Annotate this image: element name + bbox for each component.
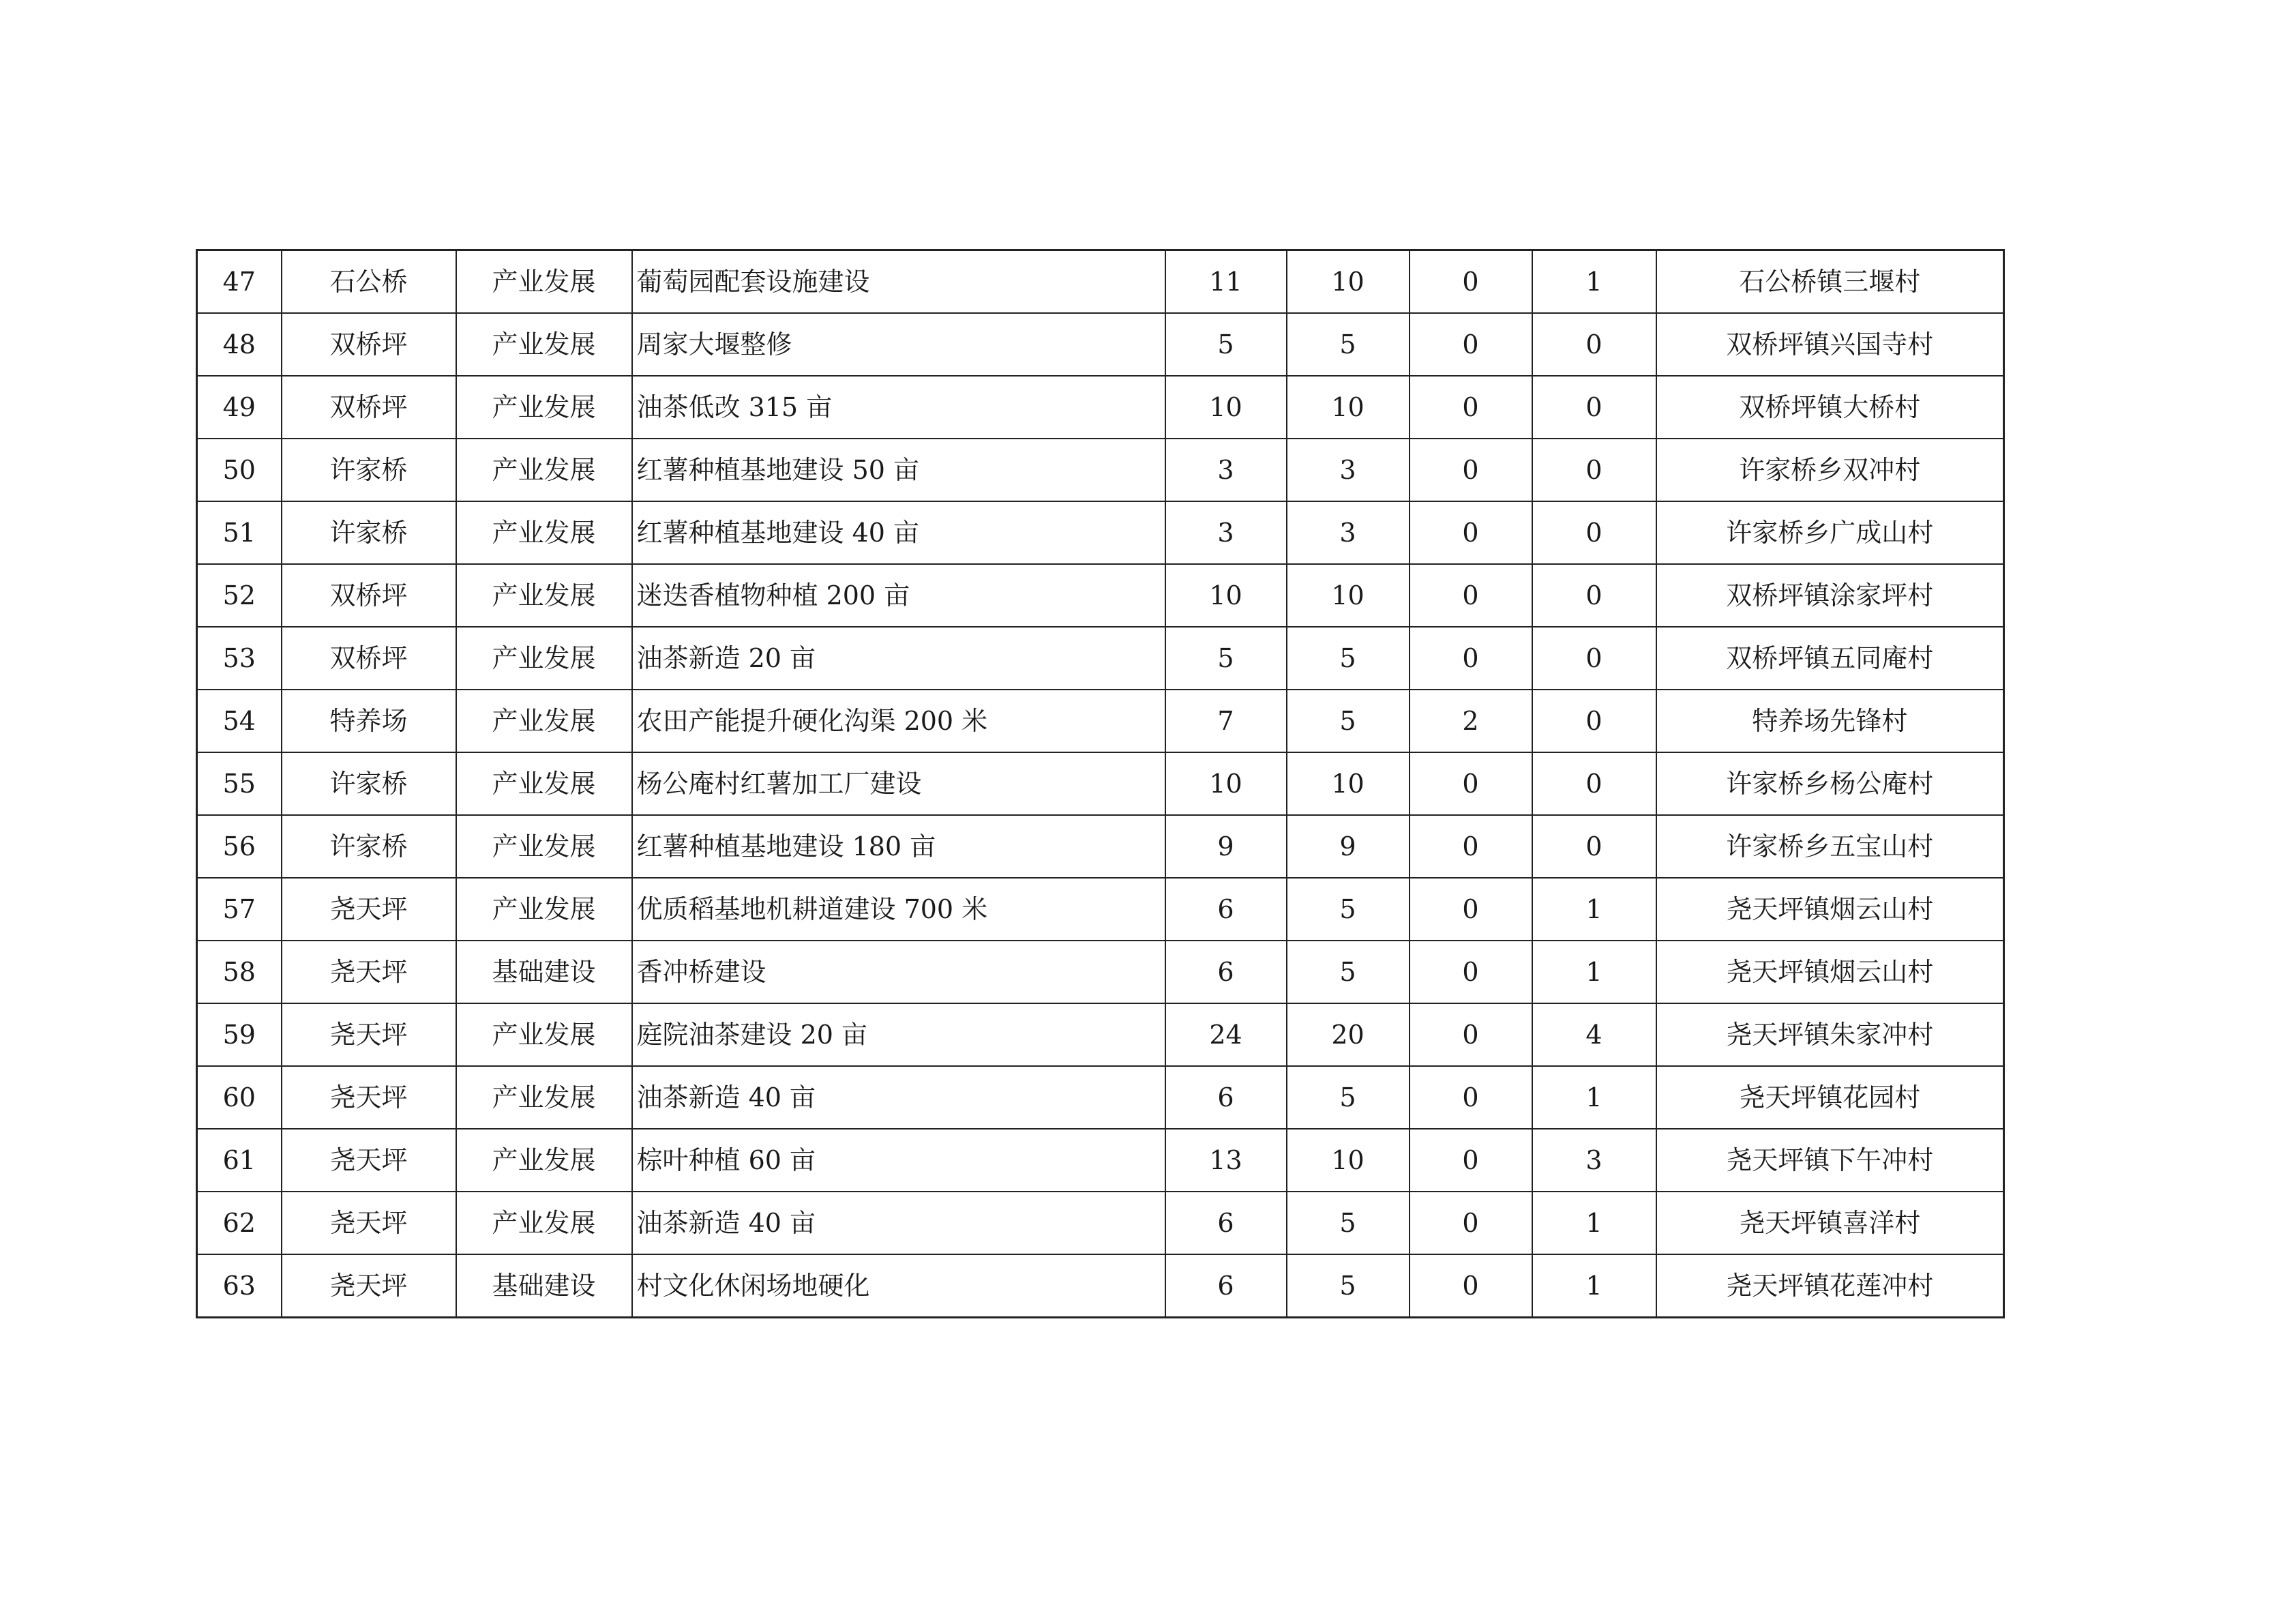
amount-c-cell: 0 <box>1532 313 1656 376</box>
table-row <box>197 501 2004 564</box>
total-cell: 24 <box>1165 1003 1287 1066</box>
row-number: 52 <box>197 564 282 627</box>
amount-c-cell: 0 <box>1532 752 1656 815</box>
amount-a-cell: 5 <box>1287 941 1410 1003</box>
amount-b-cell: 0 <box>1410 376 1532 439</box>
row-number: 53 <box>197 627 282 690</box>
project-cell: 葡萄园配套设施建设 <box>632 250 1165 314</box>
township-cell: 许家桥 <box>282 501 456 564</box>
total-cell: 6 <box>1165 1192 1287 1254</box>
total-cell: 5 <box>1165 627 1287 690</box>
row-number: 48 <box>197 313 282 376</box>
project-cell: 红薯种植基地建设 50 亩 <box>632 439 1165 501</box>
amount-b-cell: 0 <box>1410 752 1532 815</box>
project-cell: 庭院油茶建设 20 亩 <box>632 1003 1165 1066</box>
township-cell: 双桥坪 <box>282 564 456 627</box>
amount-c-cell: 1 <box>1532 878 1656 941</box>
project-cell: 油茶低改 315 亩 <box>632 376 1165 439</box>
amount-c-cell: 1 <box>1532 250 1656 314</box>
category-cell: 产业发展 <box>456 501 632 564</box>
total-cell: 6 <box>1165 1066 1287 1129</box>
total-cell: 13 <box>1165 1129 1287 1192</box>
amount-b-cell: 0 <box>1410 250 1532 314</box>
township-cell: 石公桥 <box>282 250 456 314</box>
category-cell: 产业发展 <box>456 1003 632 1066</box>
location-cell: 特养场先锋村 <box>1656 690 2004 752</box>
row-number: 49 <box>197 376 282 439</box>
table-row <box>197 250 2004 314</box>
amount-c-cell: 0 <box>1532 376 1656 439</box>
category-cell: 产业发展 <box>456 439 632 501</box>
table-row <box>197 1066 2004 1129</box>
table-row <box>197 564 2004 627</box>
amount-b-cell: 0 <box>1410 1066 1532 1129</box>
project-cell: 农田产能提升硬化沟渠 200 米 <box>632 690 1165 752</box>
amount-b-cell: 0 <box>1410 501 1532 564</box>
category-cell: 产业发展 <box>456 1192 632 1254</box>
row-number: 57 <box>197 878 282 941</box>
township-cell: 尧天坪 <box>282 1003 456 1066</box>
table-row <box>197 752 2004 815</box>
amount-a-cell: 3 <box>1287 439 1410 501</box>
row-number: 54 <box>197 690 282 752</box>
table-body <box>197 250 2004 1318</box>
category-cell: 产业发展 <box>456 1129 632 1192</box>
township-cell: 特养场 <box>282 690 456 752</box>
amount-b-cell: 0 <box>1410 1192 1532 1254</box>
category-cell: 产业发展 <box>456 815 632 878</box>
total-cell: 7 <box>1165 690 1287 752</box>
category-cell: 产业发展 <box>456 627 632 690</box>
amount-c-cell: 1 <box>1532 941 1656 1003</box>
township-cell: 尧天坪 <box>282 1129 456 1192</box>
table-row <box>197 439 2004 501</box>
row-number: 51 <box>197 501 282 564</box>
project-cell: 棕叶种植 60 亩 <box>632 1129 1165 1192</box>
township-cell: 许家桥 <box>282 815 456 878</box>
row-number: 62 <box>197 1192 282 1254</box>
amount-c-cell: 1 <box>1532 1192 1656 1254</box>
total-cell: 3 <box>1165 501 1287 564</box>
category-cell: 基础建设 <box>456 941 632 1003</box>
total-cell: 6 <box>1165 1254 1287 1318</box>
project-table <box>196 249 2005 1318</box>
total-cell: 6 <box>1165 878 1287 941</box>
table-row <box>197 1003 2004 1066</box>
amount-a-cell: 5 <box>1287 878 1410 941</box>
amount-a-cell: 10 <box>1287 1129 1410 1192</box>
township-cell: 尧天坪 <box>282 878 456 941</box>
amount-b-cell: 0 <box>1410 564 1532 627</box>
amount-a-cell: 10 <box>1287 376 1410 439</box>
location-cell: 尧天坪镇烟云山村 <box>1656 941 2004 1003</box>
amount-b-cell: 0 <box>1410 1129 1532 1192</box>
amount-c-cell: 4 <box>1532 1003 1656 1066</box>
amount-b-cell: 0 <box>1410 1254 1532 1318</box>
total-cell: 5 <box>1165 313 1287 376</box>
location-cell: 许家桥乡广成山村 <box>1656 501 2004 564</box>
township-cell: 双桥坪 <box>282 627 456 690</box>
amount-b-cell: 0 <box>1410 941 1532 1003</box>
row-number: 56 <box>197 815 282 878</box>
total-cell: 10 <box>1165 752 1287 815</box>
table-row <box>197 313 2004 376</box>
table-row <box>197 1192 2004 1254</box>
location-cell: 双桥坪镇大桥村 <box>1656 376 2004 439</box>
table-row <box>197 627 2004 690</box>
project-cell: 迷迭香植物种植 200 亩 <box>632 564 1165 627</box>
total-cell: 3 <box>1165 439 1287 501</box>
location-cell: 许家桥乡五宝山村 <box>1656 815 2004 878</box>
location-cell: 尧天坪镇烟云山村 <box>1656 878 2004 941</box>
table-row <box>197 1254 2004 1318</box>
township-cell: 尧天坪 <box>282 1254 456 1318</box>
location-cell: 双桥坪镇兴国寺村 <box>1656 313 2004 376</box>
project-cell: 油茶新造 20 亩 <box>632 627 1165 690</box>
amount-c-cell: 0 <box>1532 501 1656 564</box>
row-number: 59 <box>197 1003 282 1066</box>
project-cell: 油茶新造 40 亩 <box>632 1192 1165 1254</box>
township-cell: 尧天坪 <box>282 941 456 1003</box>
table-row <box>197 878 2004 941</box>
category-cell: 基础建设 <box>456 1254 632 1318</box>
row-number: 63 <box>197 1254 282 1318</box>
amount-b-cell: 2 <box>1410 690 1532 752</box>
amount-a-cell: 5 <box>1287 1066 1410 1129</box>
amount-b-cell: 0 <box>1410 627 1532 690</box>
project-cell: 杨公庵村红薯加工厂建设 <box>632 752 1165 815</box>
project-cell: 红薯种植基地建设 40 亩 <box>632 501 1165 564</box>
township-cell: 双桥坪 <box>282 376 456 439</box>
amount-a-cell: 10 <box>1287 564 1410 627</box>
amount-a-cell: 5 <box>1287 1192 1410 1254</box>
category-cell: 产业发展 <box>456 878 632 941</box>
total-cell: 10 <box>1165 564 1287 627</box>
township-cell: 许家桥 <box>282 439 456 501</box>
category-cell: 产业发展 <box>456 564 632 627</box>
row-number: 61 <box>197 1129 282 1192</box>
amount-a-cell: 10 <box>1287 752 1410 815</box>
amount-b-cell: 0 <box>1410 1003 1532 1066</box>
table-row <box>197 376 2004 439</box>
amount-a-cell: 5 <box>1287 1254 1410 1318</box>
row-number: 55 <box>197 752 282 815</box>
amount-c-cell: 1 <box>1532 1254 1656 1318</box>
total-cell: 9 <box>1165 815 1287 878</box>
row-number: 60 <box>197 1066 282 1129</box>
location-cell: 尧天坪镇朱家冲村 <box>1656 1003 2004 1066</box>
amount-a-cell: 5 <box>1287 627 1410 690</box>
amount-c-cell: 0 <box>1532 439 1656 501</box>
amount-c-cell: 1 <box>1532 1066 1656 1129</box>
total-cell: 6 <box>1165 941 1287 1003</box>
location-cell: 双桥坪镇五同庵村 <box>1656 627 2004 690</box>
table-row <box>197 690 2004 752</box>
row-number: 58 <box>197 941 282 1003</box>
amount-b-cell: 0 <box>1410 815 1532 878</box>
location-cell: 尧天坪镇花园村 <box>1656 1066 2004 1129</box>
category-cell: 产业发展 <box>456 690 632 752</box>
project-cell: 优质稻基地机耕道建设 700 米 <box>632 878 1165 941</box>
category-cell: 产业发展 <box>456 313 632 376</box>
category-cell: 产业发展 <box>456 250 632 314</box>
table-row <box>197 941 2004 1003</box>
amount-c-cell: 0 <box>1532 627 1656 690</box>
category-cell: 产业发展 <box>456 376 632 439</box>
amount-c-cell: 0 <box>1532 690 1656 752</box>
township-cell: 许家桥 <box>282 752 456 815</box>
township-cell: 尧天坪 <box>282 1192 456 1254</box>
location-cell: 尧天坪镇喜洋村 <box>1656 1192 2004 1254</box>
project-cell: 红薯种植基地建设 180 亩 <box>632 815 1165 878</box>
total-cell: 10 <box>1165 376 1287 439</box>
location-cell: 许家桥乡杨公庵村 <box>1656 752 2004 815</box>
amount-a-cell: 5 <box>1287 313 1410 376</box>
amount-c-cell: 3 <box>1532 1129 1656 1192</box>
category-cell: 产业发展 <box>456 752 632 815</box>
row-number: 47 <box>197 250 282 314</box>
row-number: 50 <box>197 439 282 501</box>
amount-b-cell: 0 <box>1410 439 1532 501</box>
amount-a-cell: 20 <box>1287 1003 1410 1066</box>
amount-c-cell: 0 <box>1532 564 1656 627</box>
category-cell: 产业发展 <box>456 1066 632 1129</box>
amount-a-cell: 10 <box>1287 250 1410 314</box>
amount-a-cell: 5 <box>1287 690 1410 752</box>
location-cell: 双桥坪镇涂家坪村 <box>1656 564 2004 627</box>
project-cell: 油茶新造 40 亩 <box>632 1066 1165 1129</box>
table-row <box>197 815 2004 878</box>
township-cell: 双桥坪 <box>282 313 456 376</box>
location-cell: 石公桥镇三堰村 <box>1656 250 2004 314</box>
total-cell: 11 <box>1165 250 1287 314</box>
amount-c-cell: 0 <box>1532 815 1656 878</box>
project-cell: 周家大堰整修 <box>632 313 1165 376</box>
location-cell: 尧天坪镇下午冲村 <box>1656 1129 2004 1192</box>
amount-b-cell: 0 <box>1410 313 1532 376</box>
township-cell: 尧天坪 <box>282 1066 456 1129</box>
amount-b-cell: 0 <box>1410 878 1532 941</box>
location-cell: 尧天坪镇花莲冲村 <box>1656 1254 2004 1318</box>
table-row <box>197 1129 2004 1192</box>
amount-a-cell: 9 <box>1287 815 1410 878</box>
location-cell: 许家桥乡双冲村 <box>1656 439 2004 501</box>
amount-a-cell: 3 <box>1287 501 1410 564</box>
project-cell: 村文化休闲场地硬化 <box>632 1254 1165 1318</box>
project-cell: 香冲桥建设 <box>632 941 1165 1003</box>
